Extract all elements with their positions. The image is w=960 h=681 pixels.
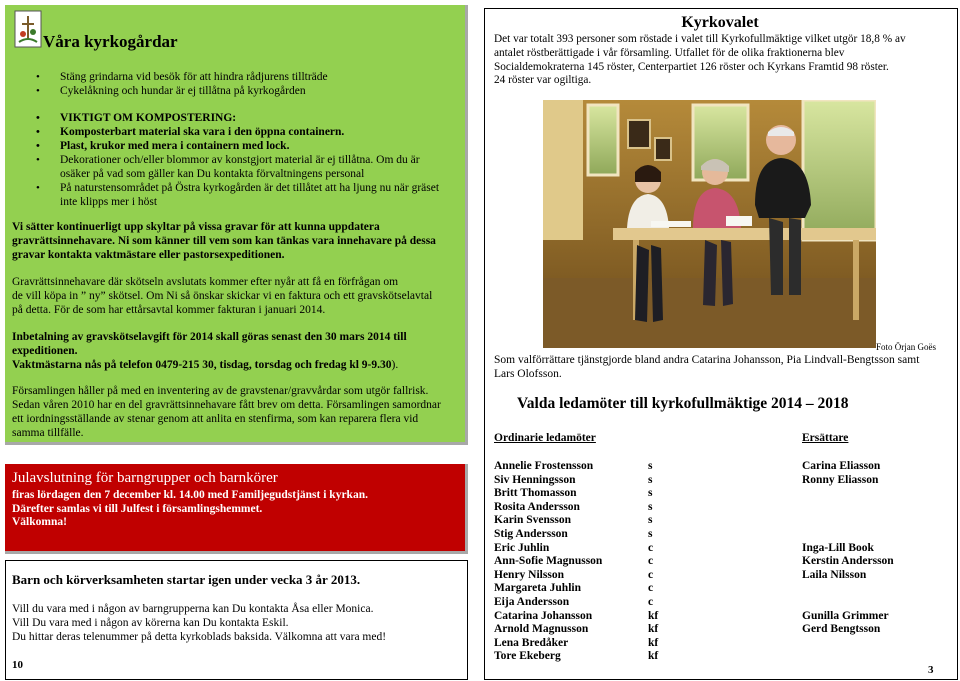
member-name: Karin Svensson xyxy=(494,514,572,527)
skyltar-paragraph: Vi sätter kontinuerligt upp skyltar på vissa gravar för att kunna uppdatera gravrättsinnehavare. Ni som känner till vem som kan tänkas vara innehavare på dessa gravar kontakta vaktmästare eller pastorsexpeditionen. xyxy=(12,221,436,261)
member-name: Siv Henningsson xyxy=(494,473,576,486)
bullet-icon: • xyxy=(36,112,40,124)
list-item: • Stäng grindarna vid besök för att hindra rådjurens tillträde xyxy=(36,71,328,83)
member-name: Eija Andersson xyxy=(494,595,570,608)
ledamoter-heading: Valda ledamöter till kyrkofullmäktige 2014 – 2018 xyxy=(517,395,849,412)
member-name: Catarina Johansson xyxy=(494,609,593,622)
list-item: • Komposterbart material ska vara i den öppna containern. xyxy=(36,126,345,138)
member-party: s xyxy=(648,527,653,540)
julavslutning-box xyxy=(5,464,468,554)
member-party: kf xyxy=(648,650,659,663)
julavslutning-text: firas lördagen den 7 december kl. 14.00 med Familjegudstjänst i kyrkan. Därefter samlas vi till Julfest i församlingshemmet. Välkomna! xyxy=(12,489,368,529)
member-name: Arnold Magnusson xyxy=(494,623,589,636)
member-party: s xyxy=(648,473,653,486)
rules-list xyxy=(36,70,456,98)
inbetalning-paragraph: Inbetalning av gravskötselavgift för 2014 skall göras senast den 30 mars 2014 till expeditionen. Vaktmästarna nås på telefon 0479-215 30, tisdag, torsdag och fredag kl 9-9.30). xyxy=(12,331,407,371)
member-party: s xyxy=(648,500,653,513)
julavslutning-title: Julavslutning för barngrupper och barnkörer xyxy=(12,470,278,486)
member-name: Eric Juhlin xyxy=(494,541,550,554)
substitute-name: Ronny Eliasson xyxy=(802,473,879,486)
list-item-continuation: inte klipps mer i höst xyxy=(60,196,158,208)
bullet-icon: • xyxy=(36,140,40,152)
kyrkovalet-title: Kyrkovalet xyxy=(681,14,759,31)
list-item: • VIKTIGT OM KOMPOSTERING: xyxy=(36,112,237,124)
list-item: • Dekorationer och/eller blommor av konstgjort material är ej tillåtna. Om du är xyxy=(36,154,420,166)
substitute-name: Laila Nilsson xyxy=(802,568,867,581)
bullet-icon: • xyxy=(36,182,40,194)
member-party: c xyxy=(648,582,654,595)
member-name: Tore Ekeberg xyxy=(494,650,561,663)
member-name: Margareta Juhlin xyxy=(494,582,581,595)
list-item-continuation: osäker på vad som gäller kan Du kontakta förvaltningens personal xyxy=(60,168,365,180)
substitute-name: Gunilla Grimmer xyxy=(802,609,889,622)
ersattare-list xyxy=(802,460,952,670)
page-number-right: 3 xyxy=(928,664,934,676)
member-party: s xyxy=(648,487,653,500)
member-party: kf xyxy=(648,623,659,636)
member-party: c xyxy=(648,568,654,581)
valforrattare-photo xyxy=(543,100,876,348)
member-party: s xyxy=(648,514,653,527)
skotsel-paragraph: Gravrättsinnehavare där skötseln avslutats kommer efter nyår att få en förfrågan om de vill köpa in ” ny” skötsel. Om Ni så önskar skickar vi en faktura och ett gravskötselavtal på detta. För de som har ettårsavtal kommer fakturan i januari 2014. xyxy=(12,276,433,316)
member-party: c xyxy=(648,555,654,568)
barnverksamhet-box xyxy=(5,560,468,680)
photo-caption: Som valförrättare tjänstgjorde bland andra Catarina Johansson, Pia Lindvall-Bengtsson samt Lars Olofsson. xyxy=(494,354,920,380)
bullet-icon: • xyxy=(36,154,40,166)
church-ornament-icon xyxy=(14,10,42,48)
party-list xyxy=(648,460,688,664)
member-name: Stig Andersson xyxy=(494,527,568,540)
member-party: s xyxy=(648,460,653,472)
member-party: kf xyxy=(648,636,659,649)
substitute-name: Gerd Bengtsson xyxy=(802,623,881,636)
list-item: • Cykelåkning och hundar är ej tillåtna på kyrkogården xyxy=(36,85,306,97)
bullet-icon: • xyxy=(36,85,40,97)
kyrkogardar-title: Våra kyrkogårdar xyxy=(43,32,178,51)
bullet-icon: • xyxy=(36,126,40,138)
ersattare-header: Ersättare xyxy=(802,432,849,444)
ordinarie-header: Ordinarie ledamöter xyxy=(494,432,596,444)
member-name: Henry Nilsson xyxy=(494,568,564,581)
list-item: • På naturstensområdet på Östra kyrkogården är det tillåtet att ha ljung nu när gräset xyxy=(36,182,440,194)
inventering-paragraph: Församlingen håller på med en inventering av de gravstenar/gravvårdar som utgör fallrisk. Sedan våren 2010 har en del gravrättsinnehavare fått brev om detta. Församlingen samordnar ett iordningsställande av stenar genom att anlita en stenfirma, som kan reparera flera vid samma tillfälle. xyxy=(12,385,441,439)
member-name: Ann-Sofie Magnusson xyxy=(494,555,603,568)
photo-credit: Foto Örjan Goës xyxy=(876,342,936,352)
barnverksamhet-text: Vill du vara med i någon av barngrupperna kan Du kontakta Åsa eller Monica. Vill Du vara med i någon av körerna kan Du kontakta Eskil. Du hittar deras telenummer på detta kyrkoblads baksida. Välkomna att vara med! xyxy=(12,603,387,643)
page-number: 10 xyxy=(12,659,23,671)
member-name: Rosita Andersson xyxy=(494,500,580,513)
member-name: Annelie Frostensson xyxy=(494,460,594,472)
member-party: c xyxy=(648,595,654,608)
barnverksamhet-title: Barn och körverksamheten startar igen under vecka 3 år 2013. xyxy=(12,572,361,587)
member-name: Lena Bredåker xyxy=(494,636,569,649)
member-party: c xyxy=(648,541,654,554)
list-item: • Plast, krukor med mera i containern med lock. xyxy=(36,140,290,152)
substitute-name: Kerstin Andersson xyxy=(802,555,894,568)
kyrkovalet-intro: Det var totalt 393 personer som röstade i valet till Kyrkofullmäktige vilket utgör 18,8 % av antalet röstberättigade i vår församling. Utfallet för de olika fraktionerna blev Socialdemokraterna 145 röster, Centerpartiet 126 röster och Kyrkans Framtid 98 röster. 24 röster var ogiltiga. xyxy=(494,33,906,87)
ordinarie-list xyxy=(494,460,644,664)
substitute-name: Carina Eliasson xyxy=(802,460,881,472)
member-name: Britt Thomasson xyxy=(494,487,577,500)
substitute-name: Inga-Lill Book xyxy=(802,541,874,554)
member-party: kf xyxy=(648,609,659,622)
kompost-list xyxy=(36,111,466,209)
bullet-icon: • xyxy=(36,71,40,83)
